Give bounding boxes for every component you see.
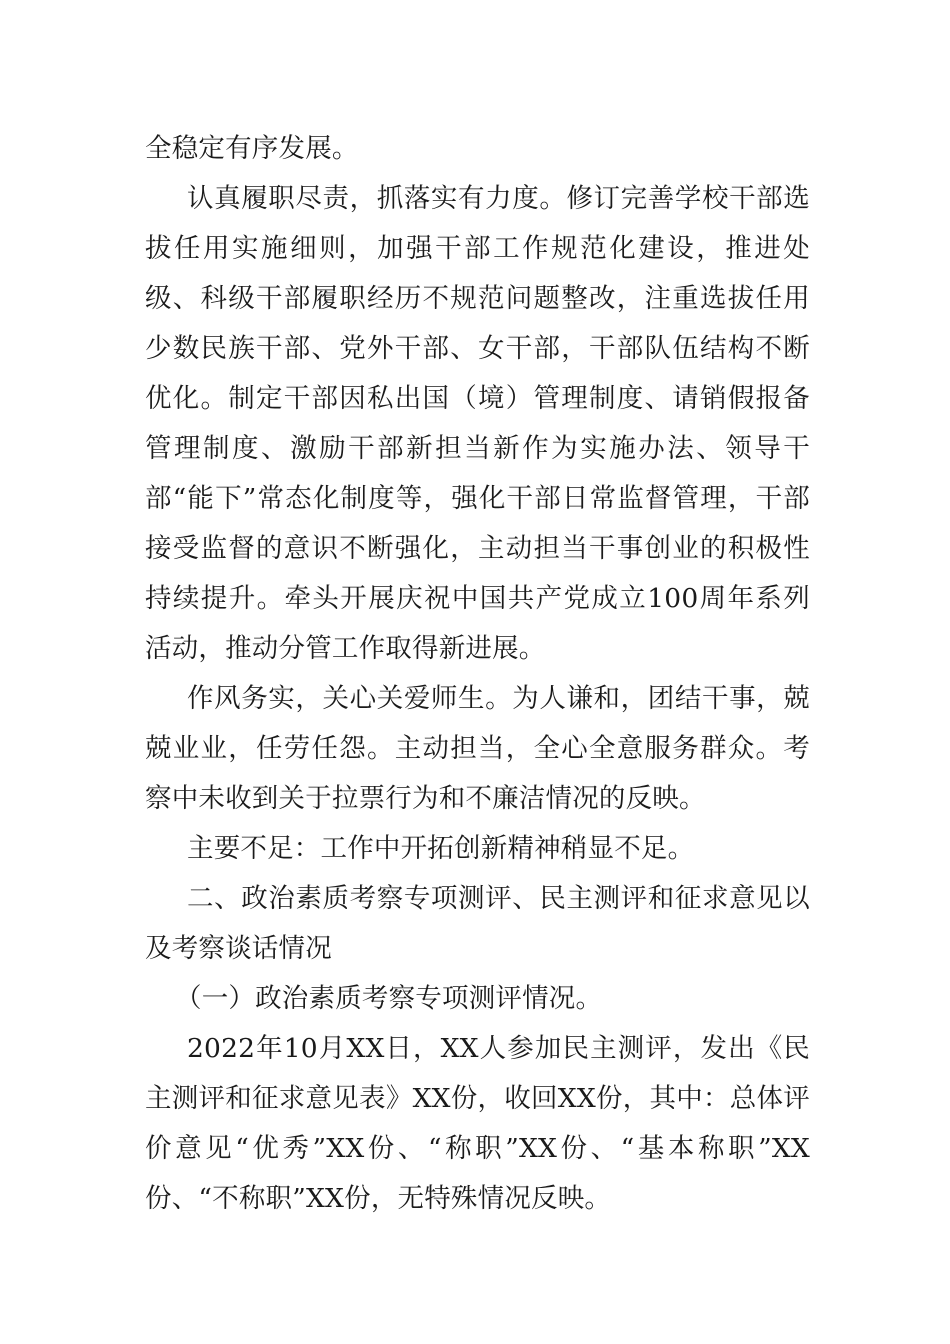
paragraph-shortcomings: 主要不足：工作中开拓创新精神稍显不足。	[187, 833, 695, 864]
paragraph-continuation: 全稳定有序发展。	[145, 133, 359, 164]
document-page	[145, 124, 810, 1224]
paragraph-work-style: 作风务实，关心关爱师生。为人谦和，团结干事，兢兢业业，任劳任怨。主动担当，全心全意服务群众。考察中未收到关于拉票行为和不廉洁情况的反映。	[145, 683, 810, 814]
section-heading-two: 二、政治素质考察专项测评、民主测评和征求意见以及考察谈话情况	[145, 883, 810, 964]
subsection-heading-one: （一）政治素质考察专项测评情况。	[175, 983, 603, 1014]
paragraph-duty-performance: 认真履职尽责，抓落实有力度。修订完善学校干部选拔任用实施细则，加强干部工作规范化建设，推进处级、科级干部履职经历不规范问题整改，注重选拔任用少数民族干部、党外干部、女干部，干部队伍结构不断优化。制定干部因私出国（境）管理制度、请销假报备管理制度、激励干部新担当新作为实施办法、领导干部“能下”常态化制度等，强化干部日常监督管理，干部接受监督的意识不断强化，主动担当干事创业的积极性持续提升。牵头开展庆祝中国共产党成立100周年系列活动，推动分管工作取得新进展。	[145, 183, 810, 664]
paragraph-evaluation-results: 2022年10月XX日，XX人参加民主测评，发出《民主测评和征求意见表》XX份，收回XX份，其中：总体评价意见“优秀”XX份、“称职”XX份、“基本称职”XX份、“不称职”XX份，无特殊情况反映。	[145, 1033, 810, 1214]
